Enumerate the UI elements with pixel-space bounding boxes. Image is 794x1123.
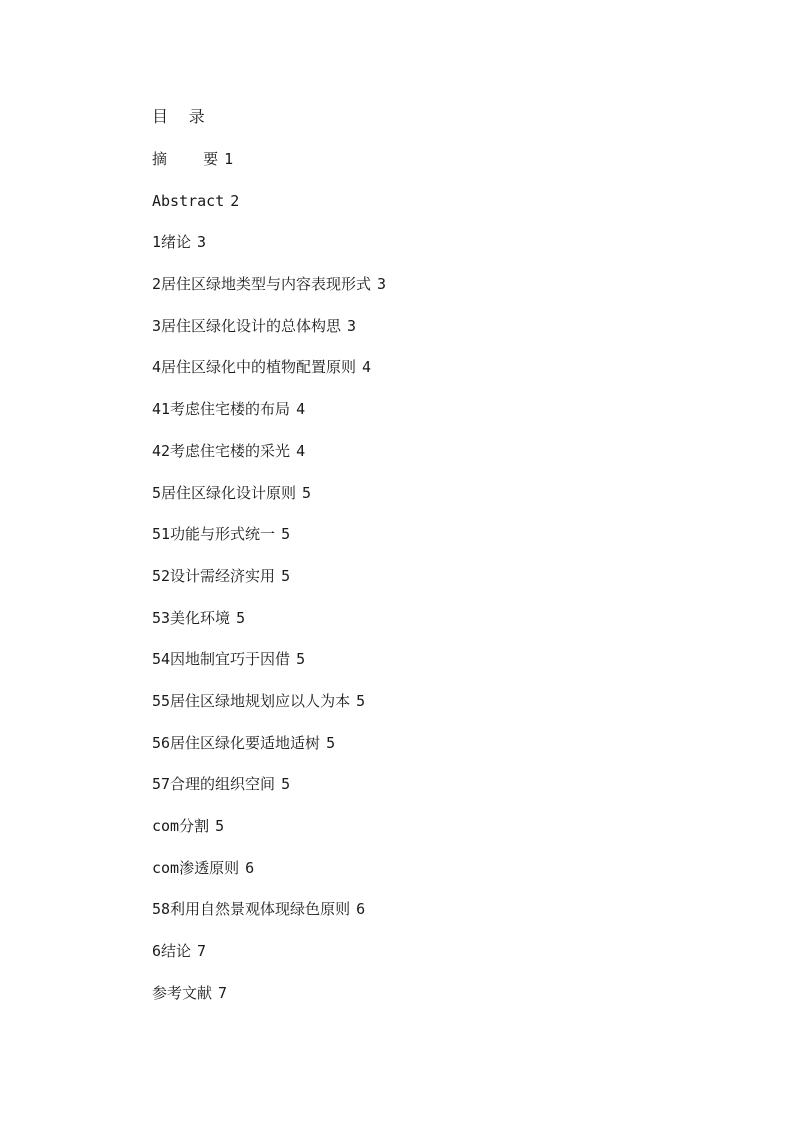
toc-entry-label: 参考文献 [152, 983, 213, 1002]
toc-entry-page-number: 3 [377, 275, 387, 294]
toc-entry-label: 41考虑住宅楼的布局 [152, 400, 291, 419]
toc-entry-page-number: 6 [245, 858, 255, 877]
toc-entry[interactable] [152, 315, 712, 357]
toc-entry[interactable] [152, 982, 712, 1024]
toc-title: 目 录 [152, 107, 206, 126]
toc-list [152, 148, 712, 1023]
table-of-contents [152, 106, 712, 1023]
toc-entry-page-number: 5 [281, 525, 291, 544]
toc-entry-page-number: 7 [218, 983, 228, 1002]
toc-entry[interactable] [152, 773, 712, 815]
toc-entry-page-number: 4 [362, 358, 372, 377]
toc-entry-page-number: 7 [197, 942, 207, 961]
toc-entry-page-number: 3 [347, 316, 357, 335]
toc-entry-page-number: 5 [215, 817, 225, 835]
toc-entry-page-number: 5 [356, 691, 366, 710]
toc-entry-page-number: 5 [326, 733, 336, 752]
toc-entry[interactable] [152, 565, 712, 607]
toc-entry-label: com渗透原则 [152, 858, 240, 877]
toc-entry-page-number: 5 [302, 483, 312, 502]
toc-entry-label: 58利用自然景观体现绿色原则 [152, 900, 351, 919]
toc-entry-label: 1绪论 [152, 233, 192, 252]
toc-entry-label: 57合理的组织空间 [152, 775, 276, 794]
toc-entry[interactable] [152, 690, 712, 732]
toc-entry[interactable] [152, 273, 712, 315]
toc-entry-label: 摘 要 [152, 150, 219, 168]
toc-entry-page-number: 1 [224, 150, 234, 168]
toc-entry-label: 5居住区绿化设计原则 [152, 483, 297, 502]
toc-entry-label: 42考虑住宅楼的采光 [152, 441, 291, 460]
toc-entry-label: com分割 [152, 817, 210, 835]
toc-entry[interactable] [152, 398, 712, 440]
toc-entry-label: 54因地制宜巧于因借 [152, 650, 291, 669]
toc-entry-label: 3居住区绿化设计的总体构思 [152, 316, 342, 335]
toc-entry[interactable] [152, 356, 712, 398]
toc-entry[interactable] [152, 190, 712, 232]
toc-entry-page-number: 5 [281, 566, 291, 585]
toc-entry[interactable] [152, 440, 712, 482]
toc-entry[interactable] [152, 148, 712, 190]
toc-entry[interactable] [152, 857, 712, 899]
toc-entry-label: 4居住区绿化中的植物配置原则 [152, 358, 357, 377]
toc-entry-page-number: 2 [230, 191, 240, 210]
toc-entry-label: 52设计需经济实用 [152, 566, 276, 585]
toc-entry[interactable] [152, 898, 712, 940]
toc-entry[interactable] [152, 940, 712, 982]
toc-entry[interactable] [152, 231, 712, 273]
toc-entry[interactable] [152, 815, 712, 857]
toc-entry-page-number: 3 [197, 233, 207, 252]
toc-entry-page-number: 5 [281, 775, 291, 794]
toc-entry[interactable] [152, 607, 712, 649]
toc-entry-page-number: 4 [296, 441, 306, 460]
toc-entry[interactable] [152, 482, 712, 524]
toc-entry-label: 53美化环境 [152, 608, 231, 627]
toc-entry-label: 56居住区绿化要适地适树 [152, 733, 321, 752]
toc-entry-label: 2居住区绿地类型与内容表现形式 [152, 275, 372, 294]
toc-entry-page-number: 6 [356, 900, 366, 919]
toc-entry[interactable] [152, 523, 712, 565]
toc-entry-page-number: 4 [296, 400, 306, 419]
toc-entry-label: Abstract [152, 191, 225, 210]
toc-entry-label: 51功能与形式统一 [152, 525, 276, 544]
toc-entry-page-number: 5 [236, 608, 246, 627]
toc-entry-label: 6结论 [152, 942, 192, 961]
toc-entry[interactable] [152, 732, 712, 774]
toc-entry-page-number: 5 [296, 650, 306, 669]
toc-entry[interactable] [152, 648, 712, 690]
toc-entry-label: 55居住区绿地规划应以人为本 [152, 691, 351, 710]
